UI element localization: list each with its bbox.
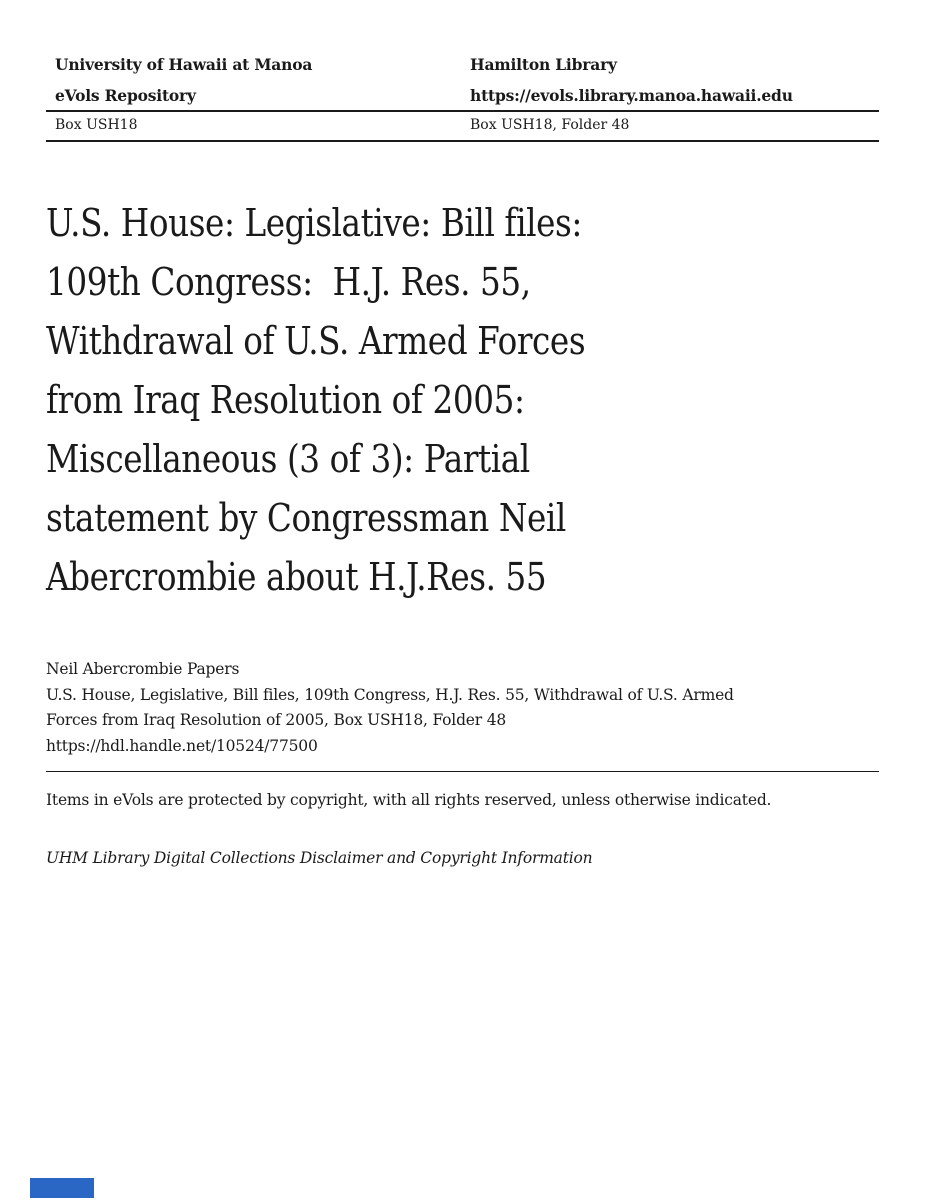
- repository-url: https://evols.library.manoa.hawaii.edu: [470, 86, 793, 105]
- box-folder: Box USH18, Folder 48: [470, 117, 630, 133]
- disclaimer-link[interactable]: UHM Library Digital Collections Disclaimer and Copyright Information: [46, 849, 593, 867]
- footer-divider: [46, 771, 879, 772]
- collection-name: Neil Abercrombie Papers: [46, 660, 240, 678]
- masthead-right-column: [470, 56, 879, 104]
- library-name: Hamilton Library: [470, 55, 617, 74]
- citation-reference: U.S. House, Legislative, Bill files, 109th Congress, H.J. Res. 55, Withdrawal of U.S. Armed Forces from Iraq Resolution of 2005, Box USH18, Folder 48: [46, 685, 734, 729]
- cover-page: [46, 0, 879, 869]
- repository-name: eVols Repository: [55, 86, 196, 105]
- citation-block: [46, 657, 879, 759]
- header-divider-bottom: [46, 140, 879, 142]
- rights-statement: Items in eVols are protected by copyright, with all rights reserved, unless otherwise indicated.: [46, 791, 772, 809]
- box-info-row: [46, 112, 879, 140]
- masthead-left-column: [55, 56, 470, 104]
- box-number: Box USH18: [55, 117, 138, 133]
- institution-name: University of Hawaii at Manoa: [55, 55, 313, 74]
- document-title: U.S. House: Legislative: Bill files: 109th Congress: H.J. Res. 55, Withdrawal of U.S. Armed Forces from Iraq Resolution of 2005: Miscellaneous (3 of 3): Partial statement by Congressman Neil Abercrombie about H.J.Res. 55: [46, 201, 586, 599]
- bottom-left-blue-bar: [30, 1178, 94, 1198]
- handle-url[interactable]: https://hdl.handle.net/10524/77500: [46, 736, 318, 755]
- masthead: [46, 0, 879, 104]
